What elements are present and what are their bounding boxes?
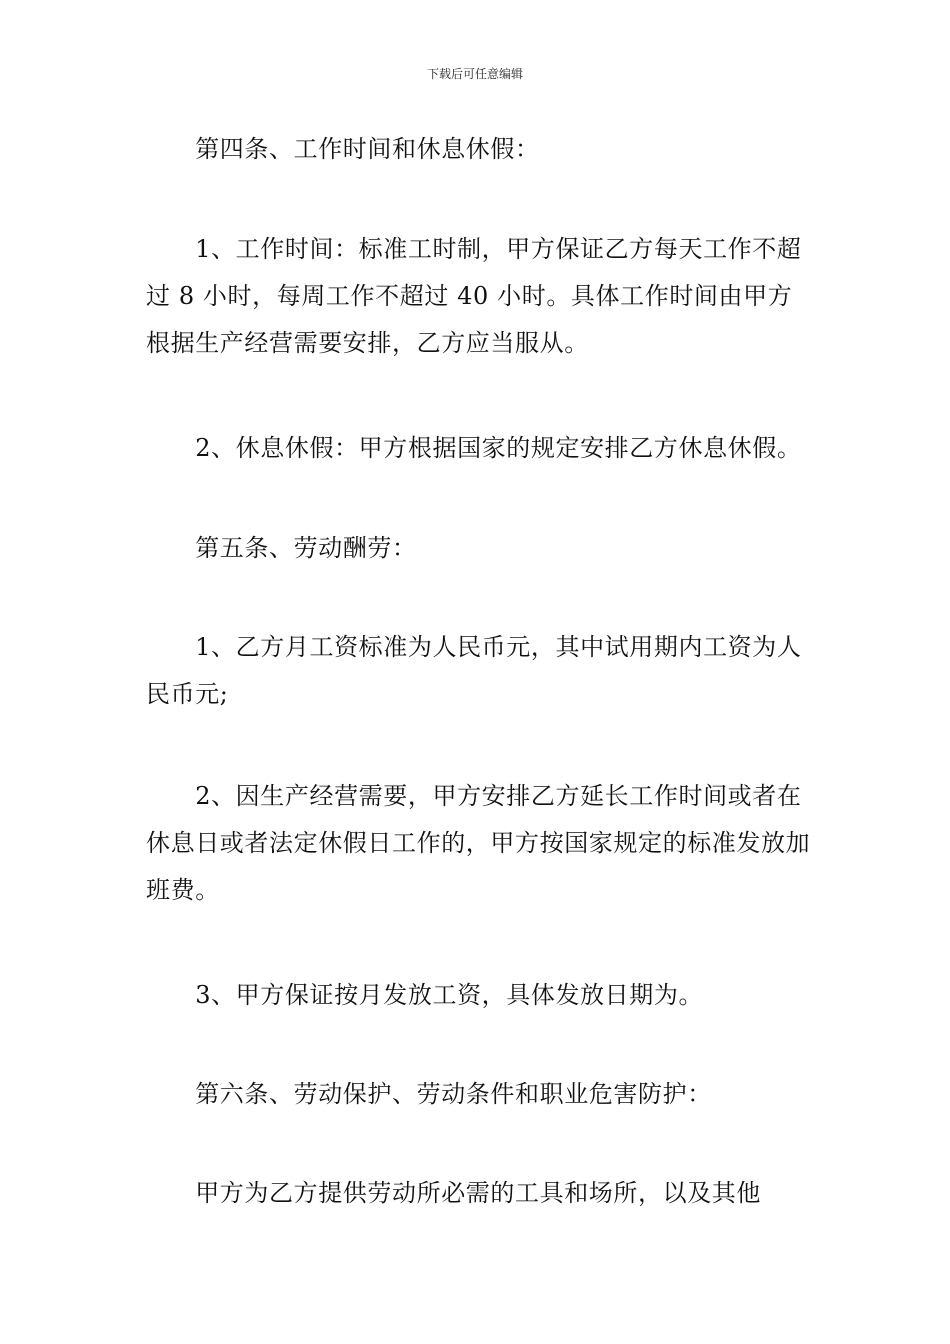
article-5-clause-2: 2、因生产经营需要，甲方安排乙方延长工作时间或者在休息日或者法定休假日工作的，甲方按国家规定的标准发放加班费。: [146, 782, 811, 904]
page-header: 下载后可任意编辑: [426, 67, 523, 81]
article-5-heading: 第五条、劳动酬劳：: [146, 534, 417, 562]
article-4-heading: 第四条、工作时间和休息休假：: [146, 135, 540, 163]
article-4-clause-1: 1、工作时间：标准工时制，甲方保证乙方每天工作不超过 8 小时，每周工作不超过 40 小时。具体工作时间由甲方根据生产经营需要安排，乙方应当服从。: [146, 235, 802, 357]
article-5-clause-1: 1、乙方月工资标准为人民币元，其中试用期内工资为人民币元;: [146, 633, 802, 708]
article-5-clause-3: 3、甲方保证按月发放工资，具体发放日期为。: [146, 981, 704, 1009]
article-6-heading: 第六条、劳动保护、劳动条件和职业危害防护：: [146, 1080, 712, 1108]
article-4-clause-2: 2、休息休假：甲方根据国家的规定安排乙方休息休假。: [146, 434, 802, 462]
article-6-body: 甲方为乙方提供劳动所必需的工具和场所，以及其他: [146, 1179, 761, 1207]
